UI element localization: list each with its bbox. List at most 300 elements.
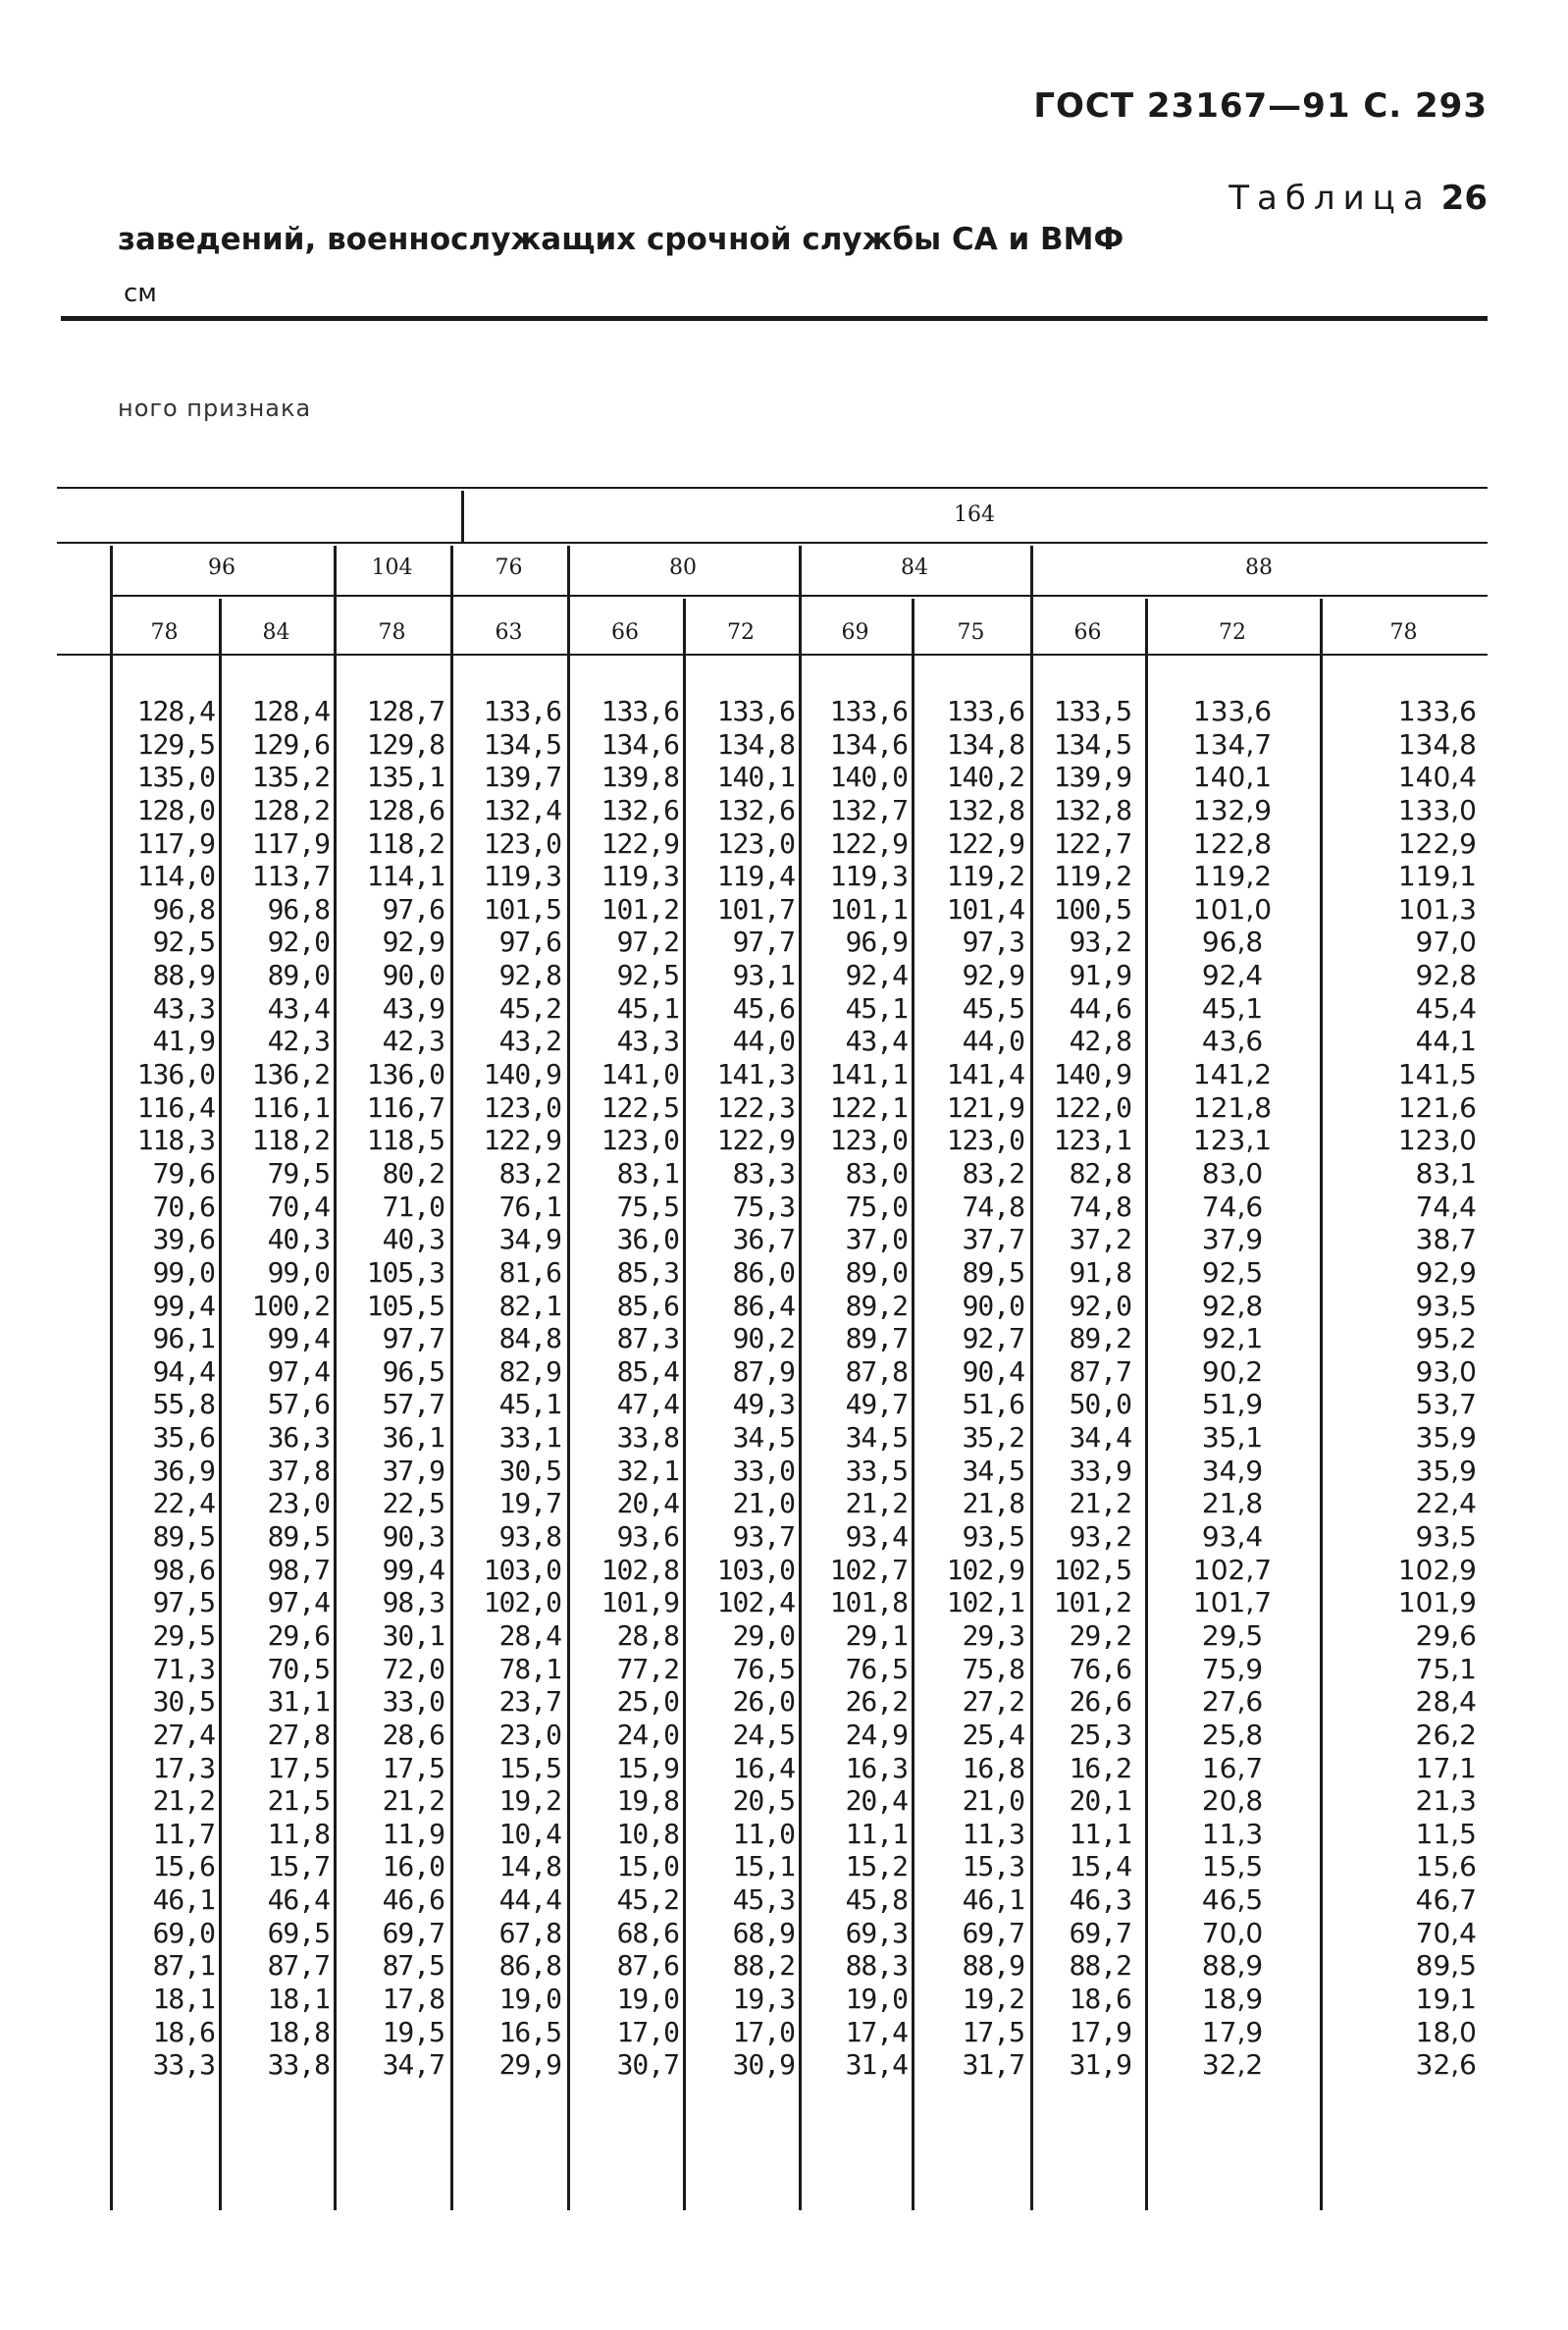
table-row — [110, 1586, 1487, 1619]
table-cell: 94,4 — [152, 1354, 215, 1388]
table-row — [110, 1653, 1487, 1686]
table-cell: 102,7 — [829, 1553, 908, 1586]
table-cell: 119,3 — [601, 860, 679, 893]
header-column: 72 — [727, 620, 755, 645]
table-cell: 27,4 — [152, 1718, 215, 1751]
table-cell: 40,3 — [382, 1223, 444, 1256]
table-cell: 24,9 — [845, 1718, 908, 1751]
table-cell: 132,8 — [946, 793, 1024, 826]
table-row — [110, 1487, 1487, 1520]
table-cell: 49,7 — [845, 1388, 908, 1421]
table-cell: 128,7 — [366, 695, 444, 727]
table-cell: 88,2 — [1069, 1949, 1131, 1983]
table-cell: 132,8 — [1053, 793, 1131, 826]
table-cell: 11,3 — [1201, 1817, 1264, 1850]
table-cell: 69,5 — [267, 1916, 330, 1949]
table-row — [110, 1619, 1487, 1653]
table-cell: 42,3 — [267, 1025, 330, 1058]
table-cell: 118,2 — [251, 1124, 330, 1157]
table-cell: 21,0 — [732, 1487, 795, 1520]
table-cell: 87,7 — [1069, 1354, 1131, 1388]
table-cell: 134,5 — [1053, 727, 1131, 761]
table-cell: 122,9 — [1397, 826, 1477, 860]
table-cell: 121,8 — [1192, 1090, 1273, 1124]
table-cell: 99,4 — [267, 1322, 330, 1355]
table-cell: 16,0 — [382, 1850, 444, 1883]
table-cell: 92,8 — [1415, 959, 1477, 992]
table-cell: 26,6 — [1069, 1685, 1131, 1719]
table-cell: 37,7 — [962, 1223, 1024, 1256]
table-cell: 46,7 — [1415, 1883, 1477, 1917]
table-cell: 53,7 — [1415, 1388, 1477, 1421]
table-cell: 97,7 — [732, 926, 795, 959]
table-cell: 102,8 — [601, 1553, 679, 1586]
table-cell: 45,3 — [732, 1883, 795, 1917]
top-rule — [61, 316, 1488, 321]
table-cell: 99,4 — [152, 1289, 215, 1322]
table-cell: 70,5 — [267, 1652, 330, 1685]
table-cell: 140,4 — [1397, 761, 1477, 794]
table-row — [110, 1223, 1487, 1256]
table-number: 26 — [1440, 179, 1488, 218]
table-row — [110, 1685, 1487, 1719]
table-cell: 93,7 — [732, 1520, 795, 1554]
table-cell: 45,1 — [498, 1388, 561, 1421]
table-cell: 43,2 — [498, 1025, 561, 1058]
table-cell: 82,9 — [498, 1354, 561, 1388]
table-row — [110, 695, 1487, 728]
table-cell: 34,5 — [732, 1421, 795, 1455]
table-cell: 25,3 — [1069, 1718, 1131, 1751]
table-cell: 43,6 — [1201, 1025, 1264, 1058]
table-cell: 128,2 — [251, 793, 330, 826]
table-cell: 31,9 — [1069, 2048, 1131, 2082]
table-cell: 123,0 — [1397, 1124, 1477, 1157]
table-cell: 100,2 — [251, 1289, 330, 1322]
table-cell: 101,2 — [1053, 1586, 1131, 1619]
table-cell: 93,4 — [845, 1520, 908, 1554]
table-cell: 72,0 — [382, 1652, 444, 1685]
table-cell: 92,5 — [616, 959, 679, 992]
table-cell: 34,9 — [1201, 1454, 1264, 1487]
table-cell: 45,2 — [498, 991, 561, 1025]
table-row — [110, 959, 1487, 992]
table-cell: 30,7 — [616, 2048, 679, 2082]
table-row — [110, 893, 1487, 927]
table-cell: 28,4 — [498, 1618, 561, 1652]
table-row — [110, 1290, 1487, 1323]
table-cell: 114,0 — [136, 860, 215, 893]
table-cell: 92,1 — [1201, 1322, 1264, 1355]
table-row — [110, 1520, 1487, 1554]
table-cell: 19,7 — [498, 1487, 561, 1520]
table-cell: 93,6 — [616, 1520, 679, 1554]
table-cell: 140,1 — [716, 761, 795, 794]
table-cell: 132,7 — [829, 793, 908, 826]
table-row — [110, 1157, 1487, 1191]
table-cell: 88,9 — [962, 1949, 1024, 1983]
table-cell: 103,0 — [716, 1553, 795, 1586]
table-cell: 119,2 — [1053, 860, 1131, 893]
table-cell: 78,1 — [498, 1652, 561, 1685]
table-cell: 128,4 — [251, 695, 330, 727]
table-cell: 68,6 — [616, 1916, 679, 1949]
table-cell: 20,8 — [1201, 1784, 1264, 1818]
table-cell: 35,6 — [152, 1421, 215, 1455]
table-cell: 33,5 — [845, 1454, 908, 1487]
table-cell: 92,9 — [382, 926, 444, 959]
table-cell: 87,9 — [732, 1354, 795, 1388]
table-cell: 33,8 — [616, 1421, 679, 1455]
table-cell: 83,2 — [962, 1156, 1024, 1190]
table-cell: 25,4 — [962, 1718, 1024, 1751]
table-cell: 140,2 — [946, 761, 1024, 794]
table-cell: 95,2 — [1415, 1322, 1477, 1355]
table-cell: 16,2 — [1069, 1751, 1131, 1784]
table-cell: 39,6 — [152, 1223, 215, 1256]
table-cell: 92,8 — [1201, 1289, 1264, 1322]
table-cell: 18,0 — [1415, 2015, 1477, 2048]
table-cell: 139,7 — [483, 761, 561, 794]
table-cell: 33,8 — [267, 2048, 330, 2082]
table-cell: 21,2 — [152, 1784, 215, 1818]
table-cell: 21,5 — [267, 1784, 330, 1818]
table-cell: 15,5 — [1201, 1850, 1264, 1883]
table-cell: 133,5 — [1053, 695, 1131, 727]
table-cell: 70,4 — [1415, 1916, 1477, 1949]
table-cell: 20,4 — [845, 1784, 908, 1818]
table-cell: 34,7 — [382, 2048, 444, 2082]
table-cell: 129,6 — [251, 727, 330, 761]
table-cell: 89,7 — [845, 1322, 908, 1355]
table-cell: 92,7 — [962, 1322, 1024, 1355]
table-cell: 33,1 — [498, 1421, 561, 1455]
table-cell: 19,2 — [498, 1784, 561, 1818]
table-cell: 36,0 — [616, 1223, 679, 1256]
table-cell: 29,2 — [1069, 1618, 1131, 1652]
table-cell: 136,0 — [136, 1058, 215, 1091]
table-cell: 30,1 — [382, 1618, 444, 1652]
table-cell: 88,9 — [1201, 1949, 1264, 1983]
table-cell: 96,5 — [382, 1354, 444, 1388]
table-cell: 18,1 — [267, 1982, 330, 2015]
table-cell: 83,2 — [498, 1156, 561, 1190]
table-cell: 16,8 — [962, 1751, 1024, 1784]
table-cell: 118,5 — [366, 1124, 444, 1157]
table-cell: 27,8 — [267, 1718, 330, 1751]
table-row — [110, 1554, 1487, 1587]
table-cell: 29,6 — [267, 1618, 330, 1652]
table-cell: 35,9 — [1415, 1454, 1477, 1487]
table-cell: 21,2 — [1069, 1487, 1131, 1520]
table-cell: 57,6 — [267, 1388, 330, 1421]
table-cell: 17,8 — [382, 1982, 444, 2015]
table-cell: 45,5 — [962, 991, 1024, 1025]
table-cell: 74,6 — [1201, 1190, 1264, 1223]
table-cell: 41,9 — [152, 1025, 215, 1058]
table-row — [110, 827, 1487, 861]
table-row — [110, 1388, 1487, 1421]
table-cell: 75,9 — [1201, 1652, 1264, 1685]
table-cell: 35,1 — [1201, 1421, 1264, 1455]
table-cell: 19,2 — [962, 1982, 1024, 2015]
table-cell: 77,2 — [616, 1652, 679, 1685]
table-cell: 37,9 — [1201, 1223, 1264, 1256]
table-cell: 31,1 — [267, 1685, 330, 1719]
table-cell: 89,5 — [267, 1520, 330, 1554]
table-cell: 97,7 — [382, 1322, 444, 1355]
table-row — [110, 1421, 1487, 1455]
table-cell: 67,8 — [498, 1916, 561, 1949]
table-cell: 36,1 — [382, 1421, 444, 1455]
table-cell: 69,3 — [845, 1916, 908, 1949]
table-cell: 21,2 — [845, 1487, 908, 1520]
data-table — [110, 695, 1487, 2082]
table-cell: 46,1 — [962, 1883, 1024, 1917]
table-cell: 102,5 — [1053, 1553, 1131, 1586]
table-cell: 15,0 — [616, 1850, 679, 1883]
header-group-164: 164 — [954, 503, 995, 527]
table-cell: 132,4 — [483, 793, 561, 826]
table-cell: 105,5 — [366, 1289, 444, 1322]
table-cell: 132,9 — [1192, 793, 1273, 826]
table-row — [110, 1784, 1487, 1818]
table-cell: 71,3 — [152, 1652, 215, 1685]
table-cell: 128,0 — [136, 793, 215, 826]
table-cell: 92,5 — [1201, 1255, 1264, 1289]
table-cell: 30,5 — [152, 1685, 215, 1719]
table-cell: 87,8 — [845, 1354, 908, 1388]
table-cell: 92,4 — [845, 959, 908, 992]
table-cell: 29,9 — [498, 2048, 561, 2082]
table-cell: 47,4 — [616, 1388, 679, 1421]
table-cell: 43,3 — [152, 991, 215, 1025]
table-cell: 122,8 — [1192, 826, 1273, 860]
table-cell: 114,1 — [366, 860, 444, 893]
table-cell: 18,6 — [1069, 1982, 1131, 2015]
table-cell: 43,4 — [845, 1025, 908, 1058]
table-cell: 101,4 — [946, 892, 1024, 926]
table-cell: 89,0 — [267, 959, 330, 992]
table-cell: 121,6 — [1397, 1090, 1477, 1124]
table-cell: 57,7 — [382, 1388, 444, 1421]
table-cell: 134,6 — [601, 727, 679, 761]
table-cell: 136,0 — [366, 1058, 444, 1091]
table-cell: 75,5 — [616, 1190, 679, 1223]
table-cell: 87,5 — [382, 1949, 444, 1983]
table-row — [110, 1850, 1487, 1883]
table-cell: 135,1 — [366, 761, 444, 794]
table-cell: 14,8 — [498, 1850, 561, 1883]
table-cell: 37,0 — [845, 1223, 908, 1256]
table-cell: 70,4 — [267, 1190, 330, 1223]
table-cell: 117,9 — [251, 826, 330, 860]
table-cell: 32,1 — [616, 1454, 679, 1487]
table-cell: 19,8 — [616, 1784, 679, 1818]
table-cell: 89,5 — [962, 1255, 1024, 1289]
table-cell: 33,0 — [732, 1454, 795, 1487]
header-column: 78 — [378, 620, 406, 645]
table-cell: 16,5 — [498, 2015, 561, 2048]
table-cell: 15,3 — [962, 1850, 1024, 1883]
table-row — [110, 1818, 1487, 1851]
table-cell: 123,0 — [483, 1090, 561, 1124]
table-cell: 99,4 — [382, 1553, 444, 1586]
table-cell: 26,0 — [732, 1685, 795, 1719]
table-cell: 122,1 — [829, 1090, 908, 1124]
table-cell: 102,9 — [1397, 1553, 1477, 1586]
table-cell: 16,3 — [845, 1751, 908, 1784]
table-cell: 132,6 — [601, 793, 679, 826]
table-cell: 141,2 — [1192, 1058, 1273, 1091]
table-cell: 15,9 — [616, 1751, 679, 1784]
table-cell: 11,8 — [267, 1817, 330, 1850]
data-table-body — [110, 695, 1487, 2082]
table-cell: 69,0 — [152, 1916, 215, 1949]
table-cell: 37,9 — [382, 1454, 444, 1487]
table-cell: 36,7 — [732, 1223, 795, 1256]
table-cell: 17,0 — [616, 2015, 679, 2048]
table-cell: 89,5 — [1415, 1949, 1477, 1983]
table-cell: 19,3 — [732, 1982, 795, 2015]
table-cell: 34,5 — [845, 1421, 908, 1455]
table-cell: 134,7 — [1192, 727, 1273, 761]
header-column: 69 — [841, 620, 869, 645]
table-cell: 122,7 — [1053, 826, 1131, 860]
table-cell: 99,0 — [267, 1255, 330, 1289]
table-cell: 118,2 — [366, 826, 444, 860]
table-cell: 93,8 — [498, 1520, 561, 1554]
table-cell: 45,1 — [616, 991, 679, 1025]
table-row — [110, 1719, 1487, 1752]
table-cell: 139,9 — [1053, 761, 1131, 794]
table-cell: 33,9 — [1069, 1454, 1131, 1487]
table-cell: 122,9 — [483, 1124, 561, 1157]
table-cell: 122,5 — [601, 1090, 679, 1124]
table-cell: 46,3 — [1069, 1883, 1131, 1917]
table-cell: 20,4 — [616, 1487, 679, 1520]
table-cell: 93,1 — [732, 959, 795, 992]
table-cell: 45,1 — [845, 991, 908, 1025]
table-cell: 101,8 — [829, 1586, 908, 1619]
table-cell: 74,8 — [962, 1190, 1024, 1223]
header-subgroup: 80 — [669, 556, 697, 580]
table-cell: 29,1 — [845, 1618, 908, 1652]
table-cell: 92,0 — [267, 926, 330, 959]
table-cell: 119,4 — [716, 860, 795, 893]
table-cell: 141,0 — [601, 1058, 679, 1091]
table-cell: 92,9 — [962, 959, 1024, 992]
table-cell: 21,0 — [962, 1784, 1024, 1818]
table-cell: 88,2 — [732, 1949, 795, 1983]
table-cell: 17,5 — [382, 1751, 444, 1784]
table-cell: 83,0 — [1201, 1156, 1264, 1190]
table-cell: 132,6 — [716, 793, 795, 826]
table-cell: 101,5 — [483, 892, 561, 926]
table-cell: 103,0 — [483, 1553, 561, 1586]
table-label-text: Таблица — [1228, 179, 1432, 218]
header-column: 63 — [495, 620, 523, 645]
table-cell: 36,9 — [152, 1454, 215, 1487]
table-cell: 101,9 — [601, 1586, 679, 1619]
table-cell: 34,9 — [498, 1223, 561, 1256]
table-cell: 101,1 — [829, 892, 908, 926]
table-cell: 31,7 — [962, 2048, 1024, 2082]
table-cell: 46,1 — [152, 1883, 215, 1917]
table-row — [110, 992, 1487, 1026]
table-cell: 90,2 — [732, 1322, 795, 1355]
table-cell: 29,5 — [152, 1618, 215, 1652]
table-cell: 96,1 — [152, 1322, 215, 1355]
table-cell: 19,0 — [845, 1982, 908, 2015]
table-cell: 135,0 — [136, 761, 215, 794]
table-cell: 88,3 — [845, 1949, 908, 1983]
header-column: 66 — [611, 620, 639, 645]
table-cell: 51,6 — [962, 1388, 1024, 1421]
table-cell: 75,1 — [1415, 1652, 1477, 1685]
table-cell: 19,0 — [616, 1982, 679, 2015]
table-row — [110, 1455, 1487, 1488]
table-cell: 29,6 — [1415, 1618, 1477, 1652]
table-cell: 134,5 — [483, 727, 561, 761]
table-cell: 31,4 — [845, 2048, 908, 2082]
table-cell: 102,7 — [1192, 1553, 1273, 1586]
table-cell: 74,4 — [1415, 1190, 1477, 1223]
table-cell: 80,2 — [382, 1156, 444, 1190]
table-cell: 44,0 — [962, 1025, 1024, 1058]
table-row — [110, 794, 1487, 827]
table-cell: 84,8 — [498, 1322, 561, 1355]
table-row — [110, 728, 1487, 762]
table-cell: 23,0 — [267, 1487, 330, 1520]
table-cell: 69,7 — [1069, 1916, 1131, 1949]
feature-note: ного признака — [118, 395, 312, 422]
table-cell: 89,0 — [845, 1255, 908, 1289]
table-cell: 86,0 — [732, 1255, 795, 1289]
table-cell: 134,8 — [716, 727, 795, 761]
table-label — [1228, 179, 1488, 218]
table-cell: 88,9 — [152, 959, 215, 992]
table-cell: 93,2 — [1069, 926, 1131, 959]
header-column: 84 — [262, 620, 290, 645]
table-cell: 119,2 — [946, 860, 1024, 893]
header-rule — [57, 654, 1488, 656]
table-cell: 99,0 — [152, 1255, 215, 1289]
table-cell: 129,8 — [366, 727, 444, 761]
table-row — [110, 1883, 1487, 1917]
unit-label: см — [124, 279, 157, 308]
table-cell: 98,6 — [152, 1553, 215, 1586]
table-cell: 105,3 — [366, 1255, 444, 1289]
table-cell: 123,0 — [483, 826, 561, 860]
table-row — [110, 1949, 1487, 1983]
table-cell: 97,2 — [616, 926, 679, 959]
table-cell: 133,6 — [601, 695, 679, 727]
table-cell: 82,8 — [1069, 1156, 1131, 1190]
table-cell: 18,9 — [1201, 1982, 1264, 2015]
table-cell: 81,6 — [498, 1255, 561, 1289]
table-cell: 87,7 — [267, 1949, 330, 1983]
table-cell: 75,0 — [845, 1190, 908, 1223]
table-cell: 19,0 — [498, 1982, 561, 2015]
table-cell: 17,1 — [1415, 1751, 1477, 1784]
table-cell: 141,5 — [1397, 1058, 1477, 1091]
table-cell: 123,0 — [829, 1124, 908, 1157]
table-cell: 96,9 — [845, 926, 908, 959]
table-row — [110, 1058, 1487, 1091]
table-cell: 96,8 — [1201, 926, 1264, 959]
table-cell: 42,8 — [1069, 1025, 1131, 1058]
